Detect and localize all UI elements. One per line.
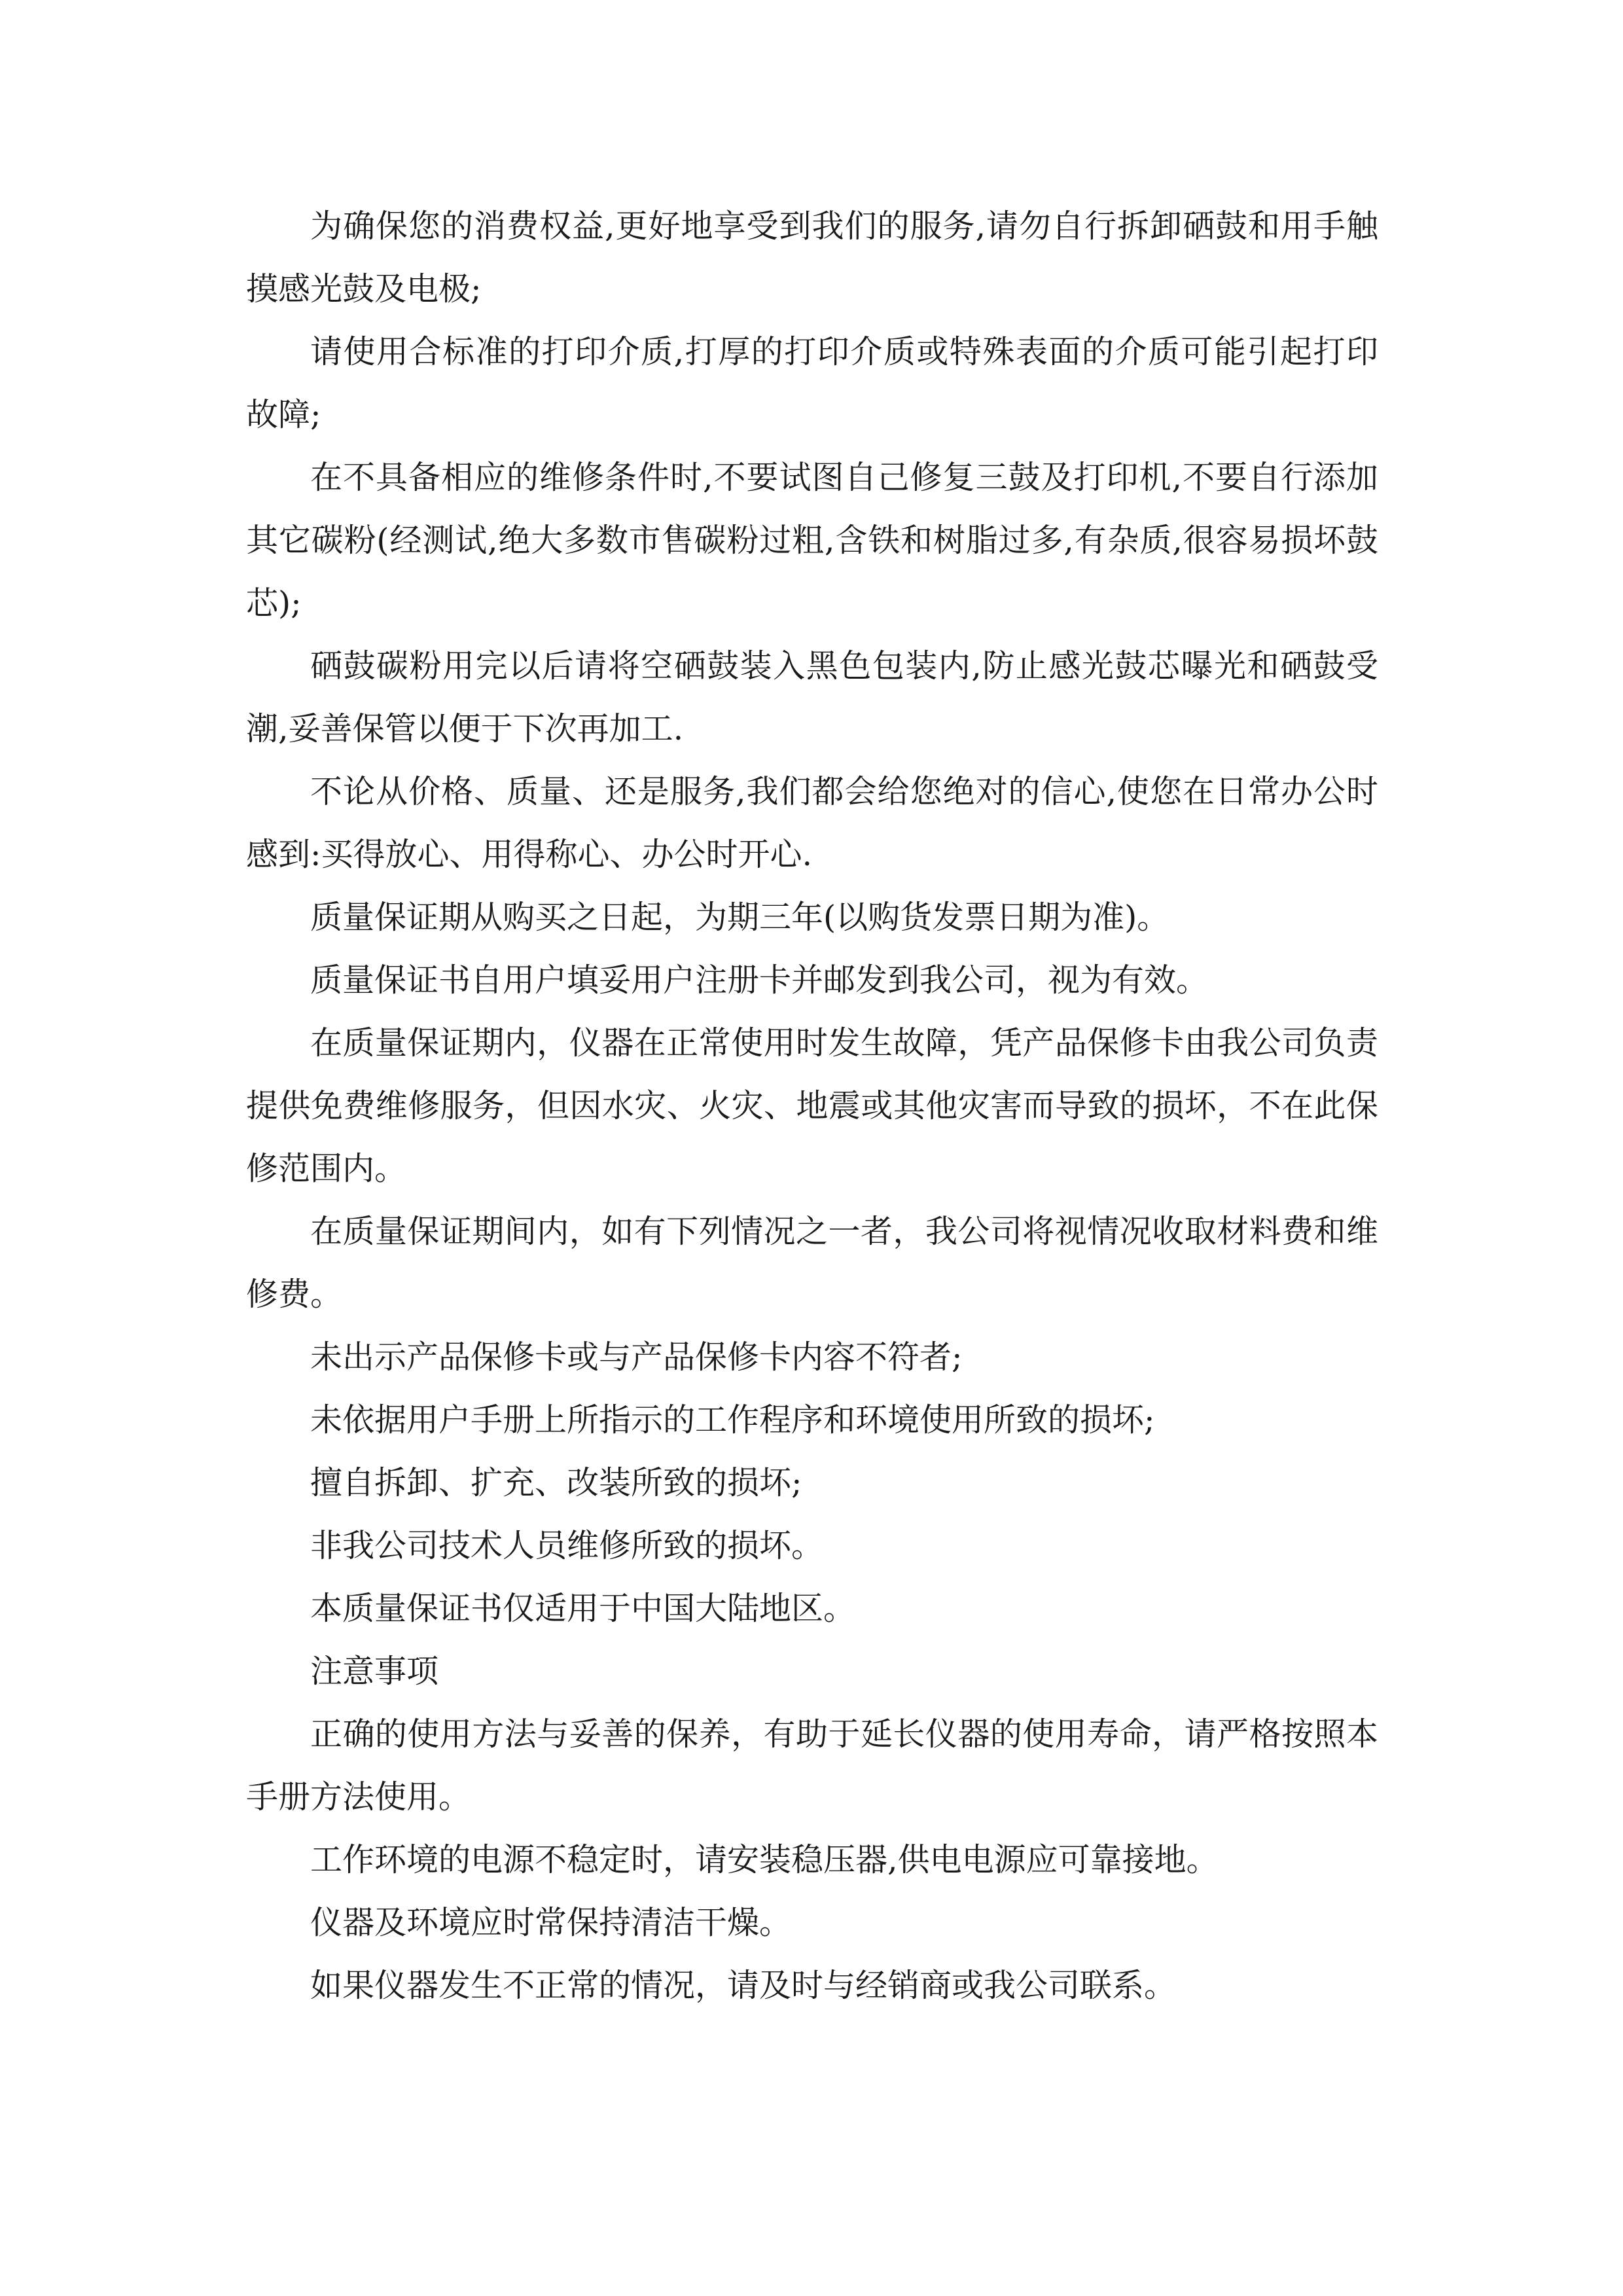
paragraph-warranty-validity: 质量保证书自用户填妥用户注册卡并邮发到我公司，视为有效。 xyxy=(310,961,1209,999)
paragraph-free-repair: 在质量保证期内，仪器在正常使用时发生故障，凭产品保修卡由我公司负责提供免费维修服务，但因水灾、火灾、地震或其他灾害而导致的损坏，不在此保修范围内。 xyxy=(246,1024,1378,1187)
paragraph-paid-repair-conditions: 在质量保证期间内，如有下列情况之一者，我公司将视情况收取材料费和维修费。 xyxy=(246,1213,1378,1313)
paragraph-keep-clean: 仪器及环境应时常保持清洁干燥。 xyxy=(310,1904,792,1941)
list-item-no-warranty-card: 未出示产品保修卡或与产品保修卡内容不符者; xyxy=(310,1338,963,1376)
paragraph-proper-use: 正确的使用方法与妥善的保养，有助于延长仪器的使用寿命，请严格按照本手册方法使用。 xyxy=(246,1715,1378,1816)
paragraph-service-promise: 不论从价格、质量、还是服务,我们都会给您绝对的信心,使您在日常办公时感到:买得放心、用得称心、办公时开心. xyxy=(246,773,1378,873)
list-item-unauthorized-repair: 非我公司技术人员维修所致的损坏。 xyxy=(310,1527,824,1564)
paragraph-contact-dealer: 如果仪器发生不正常的情况，请及时与经销商或我公司联系。 xyxy=(310,1967,1177,2004)
list-item-improper-use: 未依据用户手册上所指示的工作程序和环境使用所致的损坏; xyxy=(310,1401,1155,1439)
paragraph-power-supply: 工作环境的电源不稳定时，请安装稳压器,供电电源应可靠接地。 xyxy=(310,1841,1219,1878)
section-heading-precautions: 注意事项 xyxy=(310,1653,439,1690)
paragraph-no-self-repair: 在不具备相应的维修条件时,不要试图自己修复三鼓及打印机,不要自行添加其它碳粉(经测试,绝大多数市售碳粉过粗,含铁和树脂过多,有杂质,很容易损坏鼓芯); xyxy=(246,459,1378,622)
list-item-unauthorized-modification: 擅自拆卸、扩充、改装所致的损坏; xyxy=(310,1464,802,1501)
paragraph-drum-handling: 为确保您的消费权益,更好地享受到我们的服务,请勿自行拆卸硒鼓和用手触摸感光鼓及电极; xyxy=(246,207,1378,308)
paragraph-warranty-period: 质量保证期从购买之日起，为期三年(以购货发票日期为准)。 xyxy=(310,899,1169,936)
paragraph-print-media: 请使用合标准的打印介质,打厚的打印介质或特殊表面的介质可能引起打印故障; xyxy=(246,333,1378,433)
paragraph-empty-drum-storage: 硒鼓碳粉用完以后请将空硒鼓装入黑色包装内,防止感光鼓芯曝光和硒鼓受潮,妥善保管以便于下次再加工. xyxy=(246,647,1378,747)
document-body xyxy=(246,195,1378,2017)
paragraph-region-scope: 本质量保证书仅适用于中国大陆地区。 xyxy=(310,1590,856,1627)
